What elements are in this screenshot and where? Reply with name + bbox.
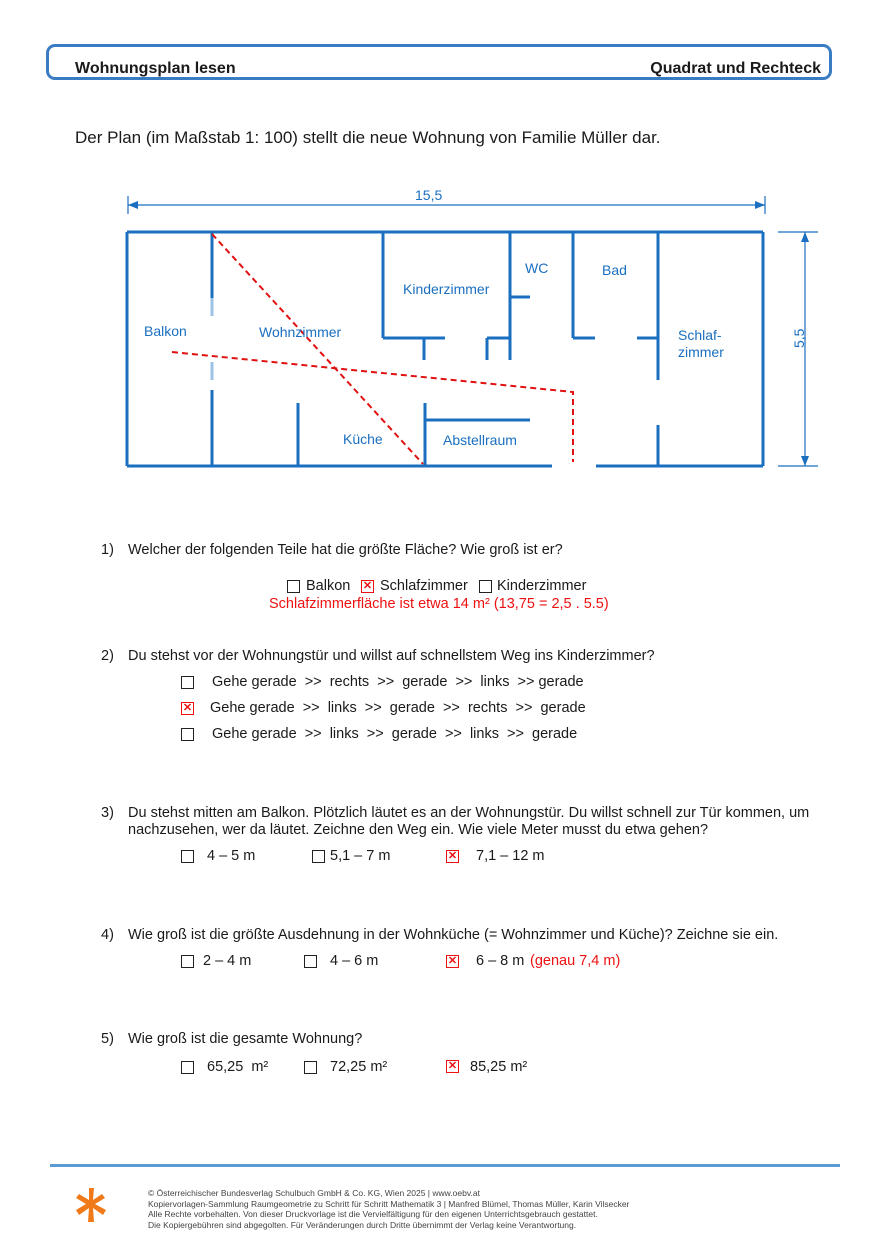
footer-line-2: Kopiervorlagen-Sammlung Raumgeometrie zu Schritt für Schritt Mathematik 3 | Manfred Blümel, Thomas Müller, Karin Vilsecker: [148, 1198, 630, 1209]
q1-option-balkon: Balkon: [306, 578, 351, 594]
footer-line-4: Die Kopiergebühren sind abgegolten. Für Veränderungen durch Dritte übernimmt der Verlag keine Verantwortung.: [148, 1219, 577, 1230]
q4-number: 4): [101, 927, 114, 943]
q4-text: Wie groß ist die größte Ausdehnung in der Wohnküche (= Wohnzimmer und Küche)? Zeichne sie ein.: [128, 927, 779, 943]
q2-checkbox-2[interactable]: ✕: [182, 702, 193, 714]
room-schlafzimmer-line1: Schlaf-: [678, 327, 722, 343]
q5-option-2: 72,25 m²: [330, 1059, 388, 1075]
room-bad: Bad: [602, 262, 627, 278]
q2-option-2: Gehe gerade >> links >> gerade >> rechts >> gerade: [210, 700, 586, 716]
q5-number: 5): [101, 1031, 114, 1047]
intro-text: Der Plan (im Maßstab 1: 100) stellt die neue Wohnung von Familie Müller dar.: [75, 128, 661, 147]
plan-walls: [127, 232, 763, 466]
q1-checkbox-schlafzimmer[interactable]: ✕: [362, 580, 373, 592]
q4-checkbox-3[interactable]: ✕: [447, 955, 458, 967]
wohnkueche-diagonal: [212, 234, 423, 464]
footer-rule: [50, 1164, 840, 1167]
q5-text: Wie groß ist die gesamte Wohnung?: [128, 1031, 363, 1047]
q5-option-1: 65,25 m²: [207, 1059, 269, 1075]
q3-option-2: 5,1 – 7 m: [330, 848, 391, 864]
room-wohnzimmer: Wohnzimmer: [259, 324, 342, 340]
q1-checkbox-balkon[interactable]: [287, 580, 300, 593]
q4-checkbox-2[interactable]: [304, 955, 317, 968]
q3-checkbox-3[interactable]: ✕: [447, 850, 458, 862]
q1-checkbox-kinderzimmer[interactable]: [479, 580, 492, 593]
header-topic: Wohnungsplan lesen: [75, 60, 236, 77]
footer-text: [148, 1188, 629, 1230]
q3-checkbox-1[interactable]: [181, 850, 194, 863]
q4-option-1: 2 – 4 m: [203, 953, 252, 969]
room-kinderzimmer: Kinderzimmer: [403, 281, 490, 297]
q3-text-line2: nachzusehen, wer da läutet. Zeichne den Weg ein. Wie viele Meter musst du etwa gehen?: [128, 822, 709, 838]
q5-checkbox-3[interactable]: ✕: [447, 1060, 458, 1072]
floor-plan: [0, 0, 890, 520]
answer-lines: [172, 234, 573, 464]
width-label: 15,5: [415, 187, 443, 203]
q1-text: Welcher der folgenden Teile hat die größte Fläche? Wie groß ist er?: [128, 542, 563, 558]
q3-option-3: 7,1 – 12 m: [476, 848, 545, 864]
footer-line-1: © Österreichischer Bundesverlag Schulbuch GmbH & Co. KG, Wien 2025 | www.oebv.at: [148, 1188, 480, 1198]
room-abstellraum: Abstellraum: [443, 432, 517, 448]
publisher-logo-icon: [72, 1186, 110, 1224]
q4-checkbox-1[interactable]: [181, 955, 194, 968]
room-kueche: Küche: [343, 431, 383, 447]
q3-checkbox-2[interactable]: [312, 850, 325, 863]
q5-checkbox-1[interactable]: [181, 1061, 194, 1074]
header-chapter: Quadrat und Rechteck: [650, 60, 821, 77]
room-schlafzimmer-line2: zimmer: [678, 344, 724, 360]
q5-checkbox-2[interactable]: [304, 1061, 317, 1074]
room-balkon: Balkon: [144, 323, 187, 339]
room-wc: WC: [525, 260, 549, 276]
q2-option-3: Gehe gerade >> links >> gerade >> links >> gerade: [212, 726, 578, 742]
q3-option-1: 4 – 5 m: [207, 848, 256, 864]
q2-checkbox-3[interactable]: [181, 728, 194, 741]
q1-answer: Schlafzimmerfläche ist etwa 14 m² (13,75 = 2,5 . 5.5): [269, 596, 609, 612]
height-label: 5,5: [791, 328, 807, 348]
q4-option-2: 4 – 6 m: [330, 953, 379, 969]
q3-number: 3): [101, 805, 114, 821]
q4-answer: (genau 7,4 m): [530, 953, 621, 969]
footer-line-3: Alle Rechte vorbehalten. Von dieser Druckvorlage ist die Vervielfältigung für den eigenen Unterrichtsgebrauch gestattet.: [148, 1209, 598, 1219]
q2-option-1: Gehe gerade >> rechts >> gerade >> links >> gerade: [212, 674, 584, 690]
q2-checkbox-1[interactable]: [181, 676, 194, 689]
q2-text: Du stehst vor der Wohnungstür und willst auf schnellstem Weg ins Kinderzimmer?: [128, 648, 655, 664]
q1-number: 1): [101, 542, 114, 558]
q2-number: 2): [101, 648, 114, 664]
q3-text-line1: Du stehst mitten am Balkon. Plötzlich läutet es an der Wohnungstür. Du willst schnell zur Tür kommen, um: [128, 805, 810, 821]
q4-option-3: 6 – 8 m: [476, 953, 525, 969]
q1-option-kinderzimmer: Kinderzimmer: [497, 578, 587, 594]
q5-option-3: 85,25 m²: [470, 1059, 528, 1075]
q1-option-schlafzimmer: Schlafzimmer: [380, 578, 468, 594]
